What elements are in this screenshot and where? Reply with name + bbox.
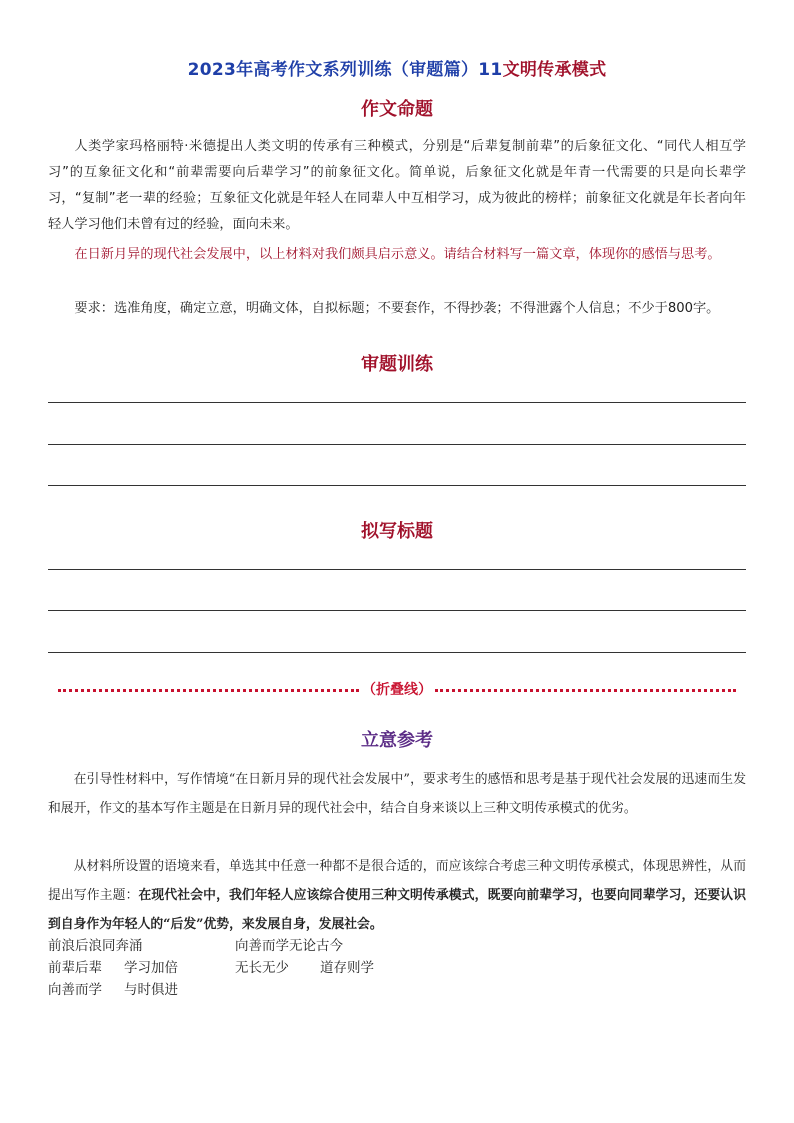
section-heading-reference: 立意参考 — [361, 730, 433, 751]
title-topic: 文明传承模式 — [502, 60, 607, 80]
prompt-paragraph-task: 在日新月异的现代社会发展中，以上材料对我们颇具启示意义。请结合材料写一篇文章，体现你的感悟与思考。 — [74, 247, 721, 262]
phrase-item: 道存则学 — [320, 960, 374, 976]
writing-line — [48, 569, 746, 570]
phrase-item: 向善而学 — [48, 982, 102, 998]
writing-line — [48, 610, 746, 611]
writing-line — [48, 485, 746, 486]
phrase-item: 无长无少 — [235, 960, 289, 976]
section-heading-training: 审题训练 — [361, 354, 433, 375]
fold-line-dots-right — [435, 689, 736, 692]
phrase-row — [48, 957, 448, 979]
reference-paragraph-analysis: 在引导性材料中，写作情境“在日新月异的现代社会发展中”，要求考生的感悟和思考是基于现代社会发展的迅速而生发和展开，作文的基本写作主题是在日新月异的现代社会中，结合自身来谈以上三种文明传承模式的优劣。 — [48, 772, 746, 816]
writing-line — [48, 444, 746, 445]
reference-theme-lead: 从材料所设置的语境来看，单选其中任意一种都不是很合适的，而应该综合考虑三种文明传承模式，体现思辨性，从而提出写作主题： — [48, 859, 746, 903]
writing-line — [48, 652, 746, 653]
fold-line — [58, 678, 736, 700]
phrase-row — [48, 979, 448, 1001]
phrase-item: 与时俱进 — [124, 982, 178, 998]
phrase-item: 向善而学无论古今 — [235, 938, 343, 954]
fold-line-dots-left — [58, 689, 359, 692]
writing-line — [48, 402, 746, 403]
section-heading-prompt: 作文命题 — [361, 99, 433, 120]
prompt-paragraph-requirements: 要求：选准角度，确定立意，明确文体，自拟标题；不要套作，不得抄袭；不得泄露个人信息；不少于800字。 — [74, 301, 720, 316]
fold-line-label: （折叠线） — [362, 682, 432, 698]
phrase-item: 前辈后辈 — [48, 960, 102, 976]
reference-theme-bold: 在现代社会中，我们年轻人应该综合使用三种文明传承模式，既要向前辈学习，也要向同辈学习，还要认识到自身作为年轻人的“后发”优势，来发展自身，发展社会。 — [48, 888, 747, 932]
phrase-row — [48, 935, 448, 957]
section-heading-headline: 拟写标题 — [361, 521, 433, 542]
document-title — [0, 58, 794, 82]
title-phrase-list — [48, 935, 448, 1001]
phrase-item: 学习加倍 — [124, 960, 178, 976]
title-series: 2023年高考作文系列训练（审题篇）11 — [187, 60, 503, 80]
prompt-paragraph-material: 人类学家玛格丽特·米德提出人类文明的传承有三种模式，分别是“后辈复制前辈”的后象征文化、“同代人相互学习”的互象征文化和“前辈需要向后辈学习”的前象征文化。简单说，后象征文化就是年青一代需要的只是向长辈学习，“复制”老一辈的经验；互象征文化就是年轻人在同辈人中互相学习，成为彼此的榜样；前象征文化就是年长者向年轻人学习他们未曾有过的经验，面向未来。 — [48, 139, 746, 232]
reference-paragraph-theme — [48, 852, 746, 939]
phrase-item: 前浪后浪同奔涌 — [48, 938, 143, 954]
